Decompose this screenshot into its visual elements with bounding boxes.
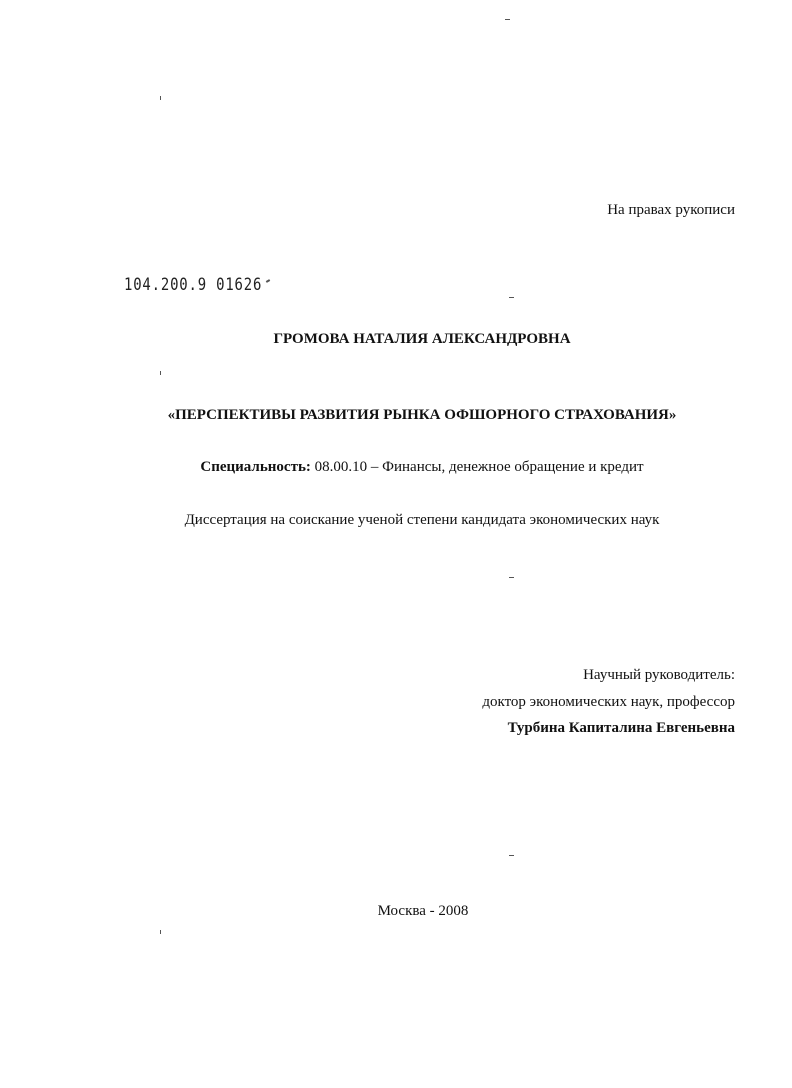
scan-speck xyxy=(160,371,161,375)
scan-speck xyxy=(160,930,161,934)
advisor-degree: доктор экономических наук, профессор xyxy=(482,694,735,710)
scan-speck xyxy=(509,297,514,298)
archive-stamp-code: 104.200.9 01626 xyxy=(124,275,263,295)
scan-speck xyxy=(160,96,161,100)
scan-speck xyxy=(266,279,270,283)
specialty-label: Специальность: xyxy=(200,459,311,475)
degree-statement: Диссертация на соискание ученой степени кандидата экономических наук xyxy=(184,512,660,528)
city-year: Москва - 2008 xyxy=(377,903,469,919)
advisor-label: Научный руководитель: xyxy=(583,667,735,683)
manuscript-rights-note: На правах рукописи xyxy=(607,202,735,218)
specialty-line xyxy=(0,458,792,476)
dissertation-title: «ПЕРСПЕКТИВЫ РАЗВИТИЯ РЫНКА ОФШОРНОГО СТРАХОВАНИЯ» xyxy=(167,407,677,423)
advisor-name: Турбина Капиталина Евгеньевна xyxy=(507,720,735,736)
author-name: ГРОМОВА НАТАЛИЯ АЛЕКСАНДРОВНА xyxy=(273,331,571,347)
scan-speck xyxy=(509,577,514,578)
scan-speck xyxy=(505,19,510,20)
specialty-value: 08.00.10 – Финансы, денежное обращение и кредит xyxy=(310,459,644,475)
scan-speck xyxy=(509,855,514,856)
